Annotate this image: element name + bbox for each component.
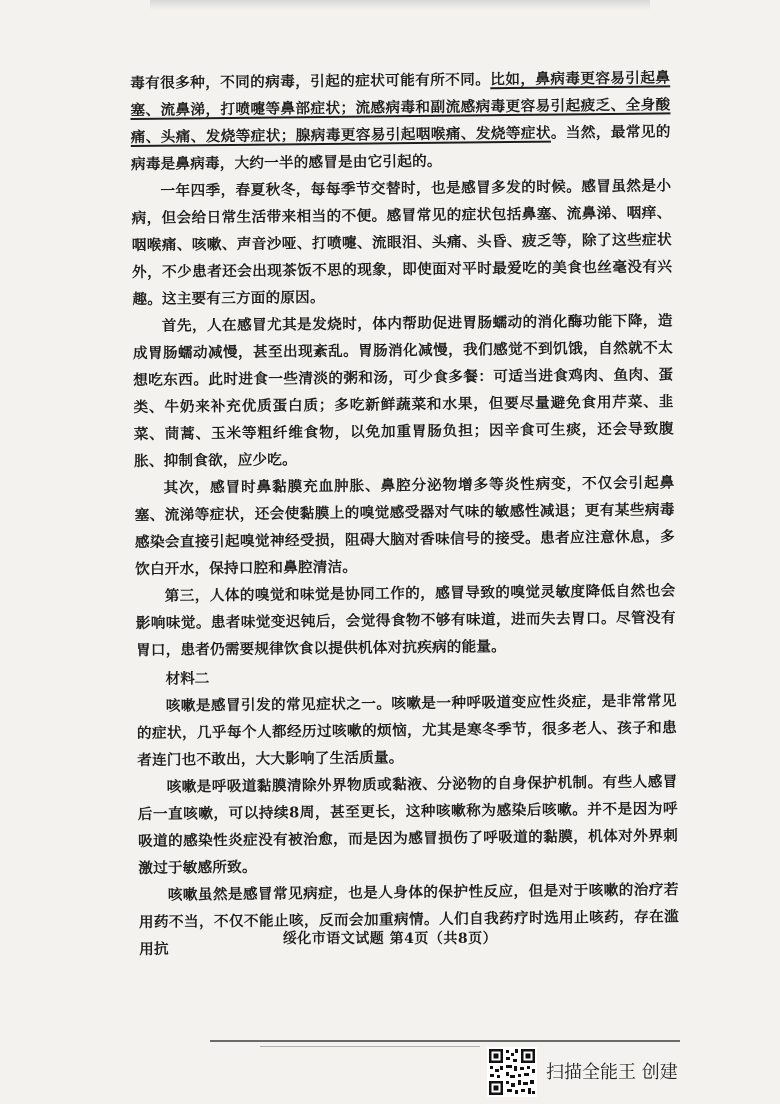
underlined-text: 比如，鼻病毒更容易引起鼻塞、流鼻涕，打喷嚏等鼻部症状；流感病毒和副流感病毒更容易引起疲乏、全身酸痛、头痛、发烧等症状；腺病毒更容易引起咽喉痛、发烧等症状 bbox=[130, 69, 671, 146]
paragraph-3: 其次，感冒时鼻黏膜充血肿胀、鼻腔分泌物增多等炎性病变，不仅会引起鼻塞、流涕等症状，还会使黏膜上的嗅觉感受器对气味的敏感性减退；更有某些病毒感染会直接引起嗅觉神经受损，阻碍大脑对香味信号的接受。患者应注意休息，多饮白开水，保持口腔和鼻腔清洁。 bbox=[134, 474, 676, 578]
paragraph-text: 。当然，最常见的病毒是鼻病毒，大约一半的感冒是由它引起的。 bbox=[130, 123, 671, 173]
page-footer: 绥化市语文试题 第4页（共8页） bbox=[282, 931, 498, 947]
paragraph-text: 毒有很多种，不同的病毒，引起的症状可能有所不同。 bbox=[130, 71, 491, 92]
paragraph-4: 第三，人体的嗅觉和味觉是协同工作的，感冒导致的嗅觉灵敏度降低自然也会影响味觉。患者味觉变迟钝后，会觉得食物不够有味道，进而失去胃口。尽管没有胃口，患者仍需要规律饮食以提供机体对抗疾病的能量。 bbox=[135, 582, 676, 659]
scanner-watermark: 扫描全能王 创建 bbox=[546, 1062, 678, 1083]
paragraph-6: 咳嗽是呼吸道黏膜清除外界物质或黏液、分泌物的自身保护机制。有些人感冒后一直咳嗽，可以持续8周，甚至更长，这种咳嗽称为感染后咳嗽。并不是因为呼吸道的感染性炎症没有被治愈，而是因为感冒损伤了呼吸道的黏膜，机体对外界刺激过于敏感所致。 bbox=[137, 773, 679, 877]
section-title: 材料二 bbox=[165, 670, 210, 688]
scan-bottom-edge bbox=[210, 1040, 680, 1042]
paragraph-5: 咳嗽是感冒引发的常见症状之一。咳嗽是一种呼吸道变应性炎症，是非常常见的症状，几乎每个人都经历过咳嗽的烦恼，尤其是寒冬季节，很多老人、孩子和患者连门也不敢出，大大影响了生活质量。 bbox=[136, 692, 678, 769]
paragraph-1: 一年四季，春夏秋冬，每每季节交替时，也是感冒多发的时候。感冒虽然是小病，但会给日常生活带来相当的不便。感冒常见的症状包括鼻塞、流鼻涕、咽痒、咽喉痛、咳嗽、声音沙哑、打喷嚏、流眼泪、头痛、头昏、疲乏等，除了这些症状外，不少患者还会出现茶饭不思的现象，即使面对平时最爱吃的美食也丝毫没有兴趣。这主要有三方面的原因。 bbox=[131, 177, 673, 308]
scan-bottom-edge-shadow bbox=[260, 1046, 480, 1047]
qr-code-icon bbox=[487, 1047, 537, 1097]
paragraph-0 bbox=[130, 64, 671, 178]
scan-top-edge bbox=[150, 0, 650, 10]
paragraph-2: 首先，人在感冒尤其是发烧时，体内帮助促进胃肠蠕动的消化酶功能下降，造成胃肠蠕动减慢，甚至出现紊乱。胃肠消化减慢，我们感觉不到饥饿，自然就不太想吃东西。此时进食一些清淡的粥和汤，可少食多餐：可适当进食鸡肉、鱼肉、蛋类、牛奶来补充优质蛋白质；多吃新鲜蔬菜和水果，但要尽量避免食用芹菜、韭菜、茼蒿、玉米等粗纤维食物，以免加重胃肠负担；因辛食可生痰，还会导致腹胀、抑制食欲，应少吃。 bbox=[132, 312, 674, 470]
document-page bbox=[130, 64, 679, 960]
paragraph-7: 咳嗽虽然是感冒常见病症，也是人身体的保护性反应，但是对于咳嗽的治疗若用药不当，不仅不能止咳，反而会加重病情。人们自我药疗时选用止咳药，存在滥用抗 bbox=[138, 881, 679, 958]
